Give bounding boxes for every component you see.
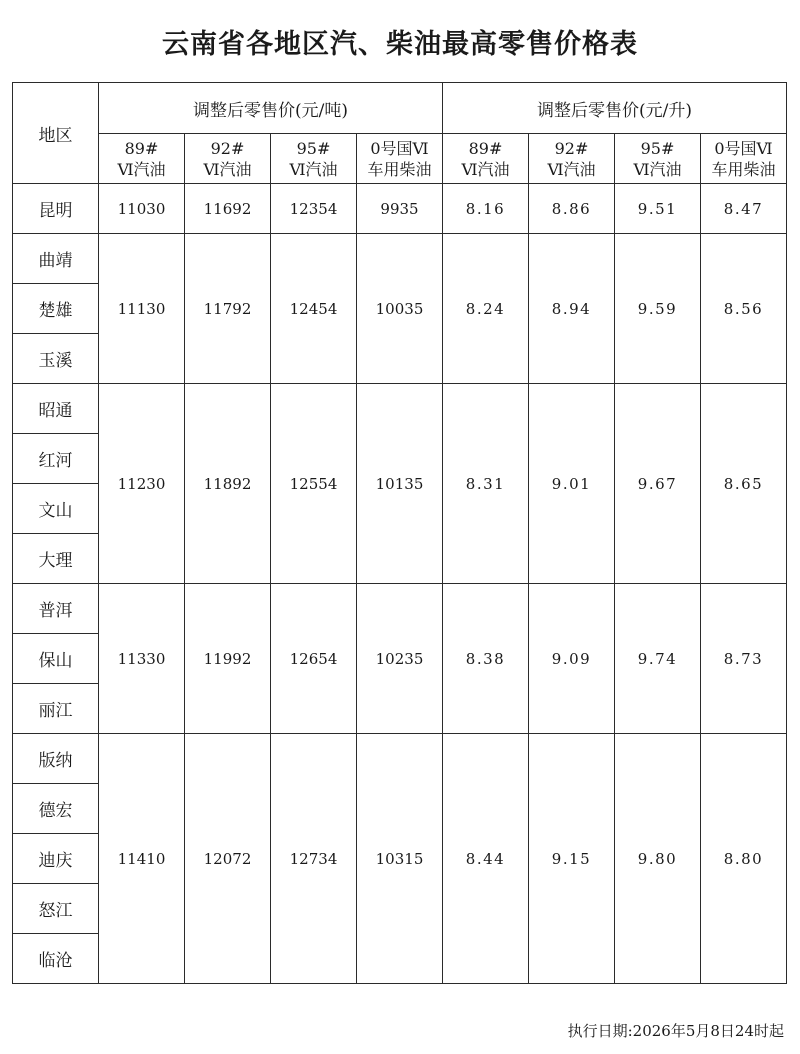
price-per-litre-cell: 9.59	[615, 234, 701, 384]
price-per-ton-cell: 10135	[357, 384, 443, 584]
price-per-ton-cell: 10235	[357, 584, 443, 734]
column-header-line: Ⅵ汽油	[289, 159, 338, 179]
column-header	[443, 134, 529, 184]
effective-date: 执行日期:2026年5月8日24时起	[567, 1022, 784, 1040]
column-header-line: Ⅵ汽油	[461, 159, 510, 179]
region-cell: 楚雄	[13, 284, 99, 334]
column-header-line: 92#	[554, 138, 589, 158]
column-header-line: 车用柴油	[367, 159, 432, 179]
price-per-litre-cell: 8.65	[701, 384, 787, 584]
column-header	[529, 134, 615, 184]
region-cell: 德宏	[13, 784, 99, 834]
price-table	[12, 82, 787, 984]
column-header	[185, 134, 271, 184]
price-per-litre-cell: 9.80	[615, 734, 701, 984]
price-per-litre-cell: 8.31	[443, 384, 529, 584]
table-row	[13, 384, 787, 434]
price-per-ton-cell: 11330	[99, 584, 185, 734]
column-header	[615, 134, 701, 184]
column-header-line: 车用柴油	[711, 159, 776, 179]
column-header	[271, 134, 357, 184]
column-header-line: 0号国Ⅵ	[714, 138, 773, 158]
region-cell: 玉溪	[13, 334, 99, 384]
column-header	[99, 134, 185, 184]
column-header-line: Ⅵ汽油	[633, 159, 682, 179]
price-per-litre-cell: 8.16	[443, 184, 529, 234]
column-header-line: Ⅵ汽油	[547, 159, 596, 179]
table-row	[13, 584, 787, 634]
price-per-ton-cell: 12734	[271, 734, 357, 984]
region-cell: 丽江	[13, 684, 99, 734]
price-per-ton-cell: 10315	[357, 734, 443, 984]
region-cell: 曲靖	[13, 234, 99, 284]
region-header: 地区	[13, 83, 99, 184]
price-per-ton-cell: 9935	[357, 184, 443, 234]
price-per-litre-cell: 9.51	[615, 184, 701, 234]
region-cell: 迪庆	[13, 834, 99, 884]
price-per-litre-cell: 8.73	[701, 584, 787, 734]
price-per-ton-cell: 12454	[271, 234, 357, 384]
price-per-litre-cell: 9.09	[529, 584, 615, 734]
price-per-ton-cell: 11892	[185, 384, 271, 584]
price-per-litre-cell: 9.74	[615, 584, 701, 734]
column-header-line: 89#	[468, 138, 503, 158]
price-per-ton-cell: 12354	[271, 184, 357, 234]
column-header-line: 92#	[210, 138, 245, 158]
region-cell: 红河	[13, 434, 99, 484]
region-cell: 大理	[13, 534, 99, 584]
page-title: 云南省各地区汽、柴油最高零售价格表	[162, 29, 638, 60]
price-per-ton-cell: 11130	[99, 234, 185, 384]
price-per-ton-cell: 10035	[357, 234, 443, 384]
price-per-litre-cell: 8.56	[701, 234, 787, 384]
price-per-ton-cell: 12072	[185, 734, 271, 984]
price-per-ton-cell: 11692	[185, 184, 271, 234]
region-cell: 普洱	[13, 584, 99, 634]
region-cell: 保山	[13, 634, 99, 684]
price-per-litre-cell: 9.01	[529, 384, 615, 584]
group-header-litre: 调整后零售价(元/升)	[443, 83, 787, 134]
column-header-line: Ⅵ汽油	[117, 159, 166, 179]
price-per-litre-cell: 8.80	[701, 734, 787, 984]
column-header	[701, 134, 787, 184]
region-cell: 怒江	[13, 884, 99, 934]
group-header-ton: 调整后零售价(元/吨)	[99, 83, 443, 134]
column-header	[357, 134, 443, 184]
column-header-line: 95#	[296, 138, 331, 158]
column-header-line: 0号国Ⅵ	[370, 138, 429, 158]
price-per-litre-cell: 8.38	[443, 584, 529, 734]
price-per-litre-cell: 8.24	[443, 234, 529, 384]
price-per-litre-cell: 8.47	[701, 184, 787, 234]
price-per-ton-cell: 12654	[271, 584, 357, 734]
column-header-line: 95#	[640, 138, 675, 158]
region-cell: 版纳	[13, 734, 99, 784]
price-per-litre-cell: 9.67	[615, 384, 701, 584]
price-per-ton-cell: 11410	[99, 734, 185, 984]
price-per-ton-cell: 11992	[185, 584, 271, 734]
region-cell: 昆明	[13, 184, 99, 234]
price-per-litre-cell: 8.44	[443, 734, 529, 984]
price-per-litre-cell: 8.86	[529, 184, 615, 234]
price-per-ton-cell: 11030	[99, 184, 185, 234]
column-header-line: Ⅵ汽油	[203, 159, 252, 179]
table-row	[13, 234, 787, 284]
table-row	[13, 184, 787, 234]
region-cell: 昭通	[13, 384, 99, 434]
price-per-ton-cell: 12554	[271, 384, 357, 584]
price-per-litre-cell: 9.15	[529, 734, 615, 984]
region-cell: 文山	[13, 484, 99, 534]
column-header-line: 89#	[124, 138, 159, 158]
region-cell: 临沧	[13, 934, 99, 984]
price-per-ton-cell: 11230	[99, 384, 185, 584]
price-per-ton-cell: 11792	[185, 234, 271, 384]
table-row	[13, 734, 787, 784]
price-per-litre-cell: 8.94	[529, 234, 615, 384]
